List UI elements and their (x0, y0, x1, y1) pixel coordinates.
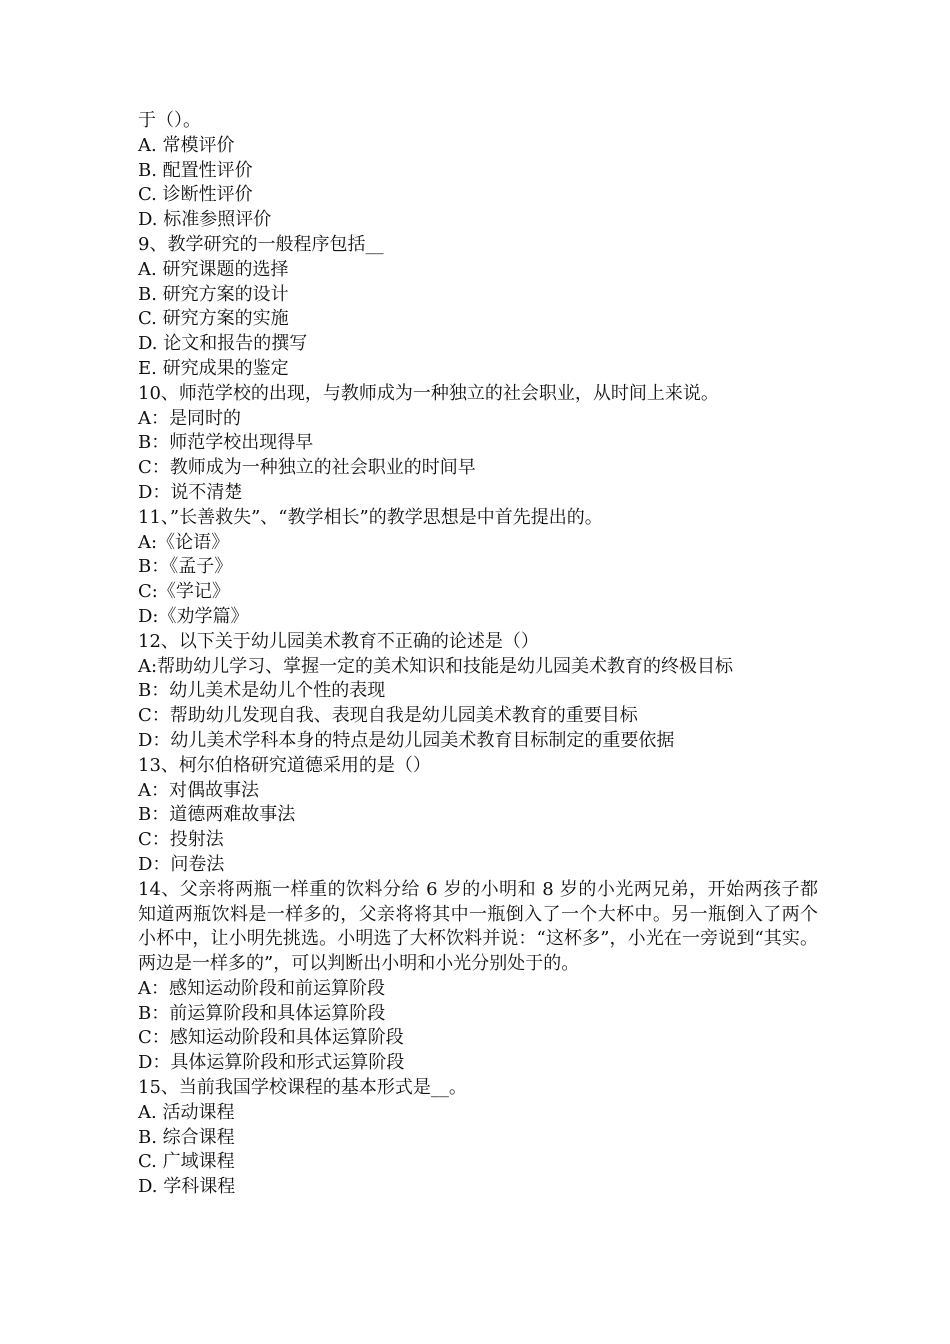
q12-option-b: B：幼儿美术是幼儿个性的表现 (138, 680, 386, 702)
q9-option-a: A. 研究课题的选择 (138, 258, 289, 280)
q10-option-d: D：说不清楚 (138, 481, 243, 503)
q11-option-d: D:《劝学篇》 (138, 605, 249, 627)
q11-option-a: A:《论语》 (138, 531, 230, 553)
q11-option-b: B：《孟子》 (138, 556, 233, 578)
q10-option-c: C：教师成为一种独立的社会职业的时间早 (138, 457, 476, 479)
q10-option-a: A：是同时的 (138, 407, 241, 429)
q10-option-b: B：师范学校出现得早 (138, 432, 314, 454)
q8-option-b: B. 配置性评价 (138, 159, 253, 181)
q9-option-c: C. 研究方案的实施 (138, 308, 289, 330)
q15-option-b: B. 综合课程 (138, 1126, 235, 1148)
q9-stem: 9、教学研究的一般程序包括__ (138, 233, 384, 255)
q8-option-c: C. 诊断性评价 (138, 184, 253, 206)
q11-stem: 11、”长善救失”、“教学相长”的教学思想是中首先提出的。 (138, 506, 603, 528)
q8-stem-end: 于（）。 (138, 110, 201, 131)
q13-option-a: A：对偶故事法 (138, 779, 259, 801)
q13-option-d: D：问卷法 (138, 853, 225, 875)
q12-stem: 12、以下关于幼儿园美术教育不正确的论述是（） (138, 630, 539, 652)
q14-option-c: C：感知运动阶段和具体运算阶段 (138, 1027, 404, 1049)
q15-option-a: A. 活动课程 (138, 1101, 235, 1123)
q13-option-c: C：投射法 (138, 829, 224, 851)
document-page (138, 109, 818, 1200)
q14-option-a: A：感知运动阶段和前运算阶段 (138, 977, 385, 999)
q9-option-b: B. 研究方案的设计 (138, 283, 289, 305)
q15-option-d: D. 学科课程 (138, 1176, 236, 1198)
q8-option-a: A. 常模评价 (138, 134, 235, 156)
q15-option-c: C. 广域课程 (138, 1151, 235, 1173)
q12-option-c: C：帮助幼儿发现自我、表现自我是幼儿园美术教育的重要目标 (138, 705, 638, 727)
q14-stem: 14、父亲将两瓶一样重的饮料分给 6 岁的小明和 8 岁的小光两兄弟，开始两孩子都知道两瓶饮料是一样多的，父亲将将其中一瓶倒入了一个大杯中。另一瓶倒入了两个小杯中，让小明先挑选。小明选了大杯饮料并说：“这杯多”，小光在一旁说到“其实。两边是一样多的”，可以判断出小明和小光分别处于的。 (138, 878, 818, 975)
q9-option-d: D. 论文和报告的撰写 (138, 333, 308, 355)
q8-option-d: D. 标准参照评价 (138, 209, 272, 231)
q12-option-a: A:帮助幼儿学习、掌握一定的美术知识和技能是幼儿园美术教育的终极目标 (138, 655, 734, 677)
q14-option-d: D：具体运算阶段和形式运算阶段 (138, 1052, 405, 1074)
q12-option-d: D：幼儿美术学科本身的特点是幼儿园美术教育目标制定的重要依据 (138, 729, 675, 751)
q13-stem: 13、柯尔伯格研究道德采用的是（） (138, 754, 431, 776)
q11-option-c: C:《学记》 (138, 581, 230, 603)
q9-option-e: E. 研究成果的鉴定 (138, 357, 289, 379)
q10-stem: 10、师范学校的出现，与教师成为一种独立的社会职业，从时间上来说。 (138, 382, 719, 404)
q13-option-b: B：道德两难故事法 (138, 804, 296, 826)
q14-option-b: B：前运算阶段和具体运算阶段 (138, 1002, 386, 1024)
q15-stem: 15、当前我国学校课程的基本形式是__。 (138, 1077, 467, 1099)
